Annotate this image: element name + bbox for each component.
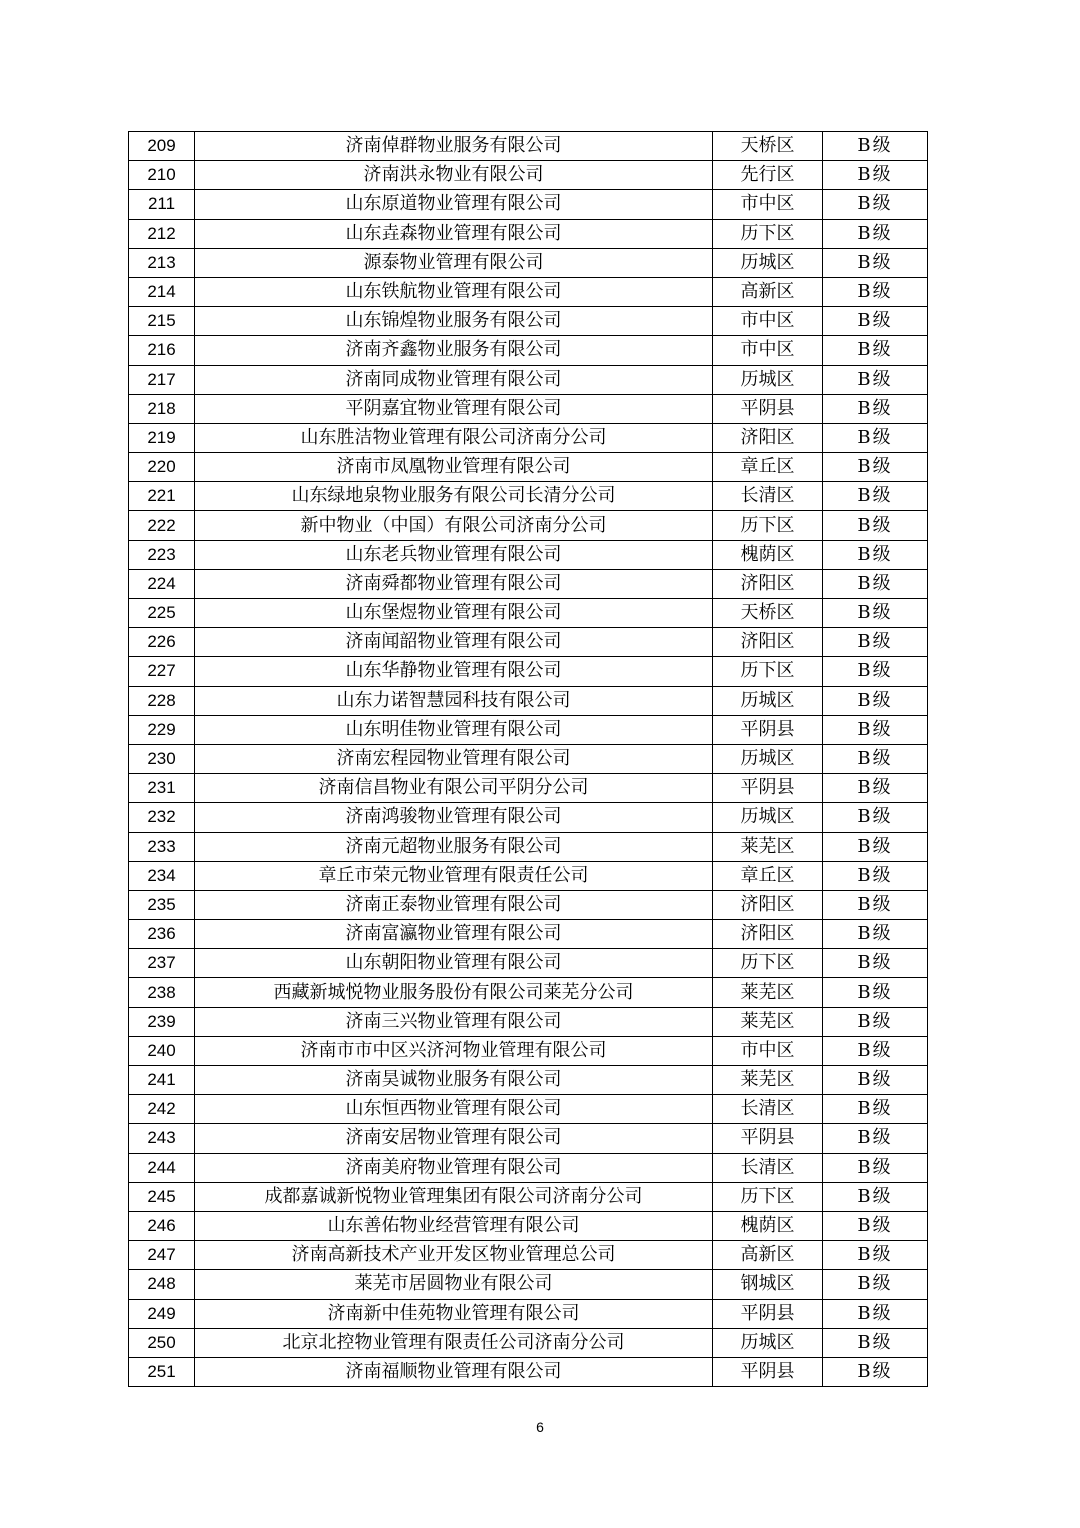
row-number: 249: [129, 1299, 195, 1328]
company-name: 山东锦煌物业服务有限公司: [195, 307, 713, 336]
grade: B级: [823, 1241, 928, 1270]
district: 高新区: [713, 1241, 823, 1270]
grade: B级: [823, 277, 928, 306]
table-row: [129, 569, 928, 598]
company-name: 山东绿地泉物业服务有限公司长清分公司: [195, 482, 713, 511]
company-name: 济南洪永物业有限公司: [195, 161, 713, 190]
grade: B级: [823, 1066, 928, 1095]
district: 济阳区: [713, 569, 823, 598]
row-number: 224: [129, 569, 195, 598]
table-row: [129, 1241, 928, 1270]
page-number: 6: [536, 1419, 544, 1435]
row-number: 223: [129, 540, 195, 569]
row-number: 231: [129, 774, 195, 803]
district: 先行区: [713, 161, 823, 190]
row-number: 225: [129, 599, 195, 628]
table-row: [129, 1211, 928, 1240]
table-row: [129, 861, 928, 890]
row-number: 250: [129, 1328, 195, 1357]
company-name: 山东恒西物业管理有限公司: [195, 1095, 713, 1124]
row-number: 244: [129, 1153, 195, 1182]
company-name: 成都嘉诚新悦物业管理集团有限公司济南分公司: [195, 1182, 713, 1211]
company-name: 济南高新技术产业开发区物业管理总公司: [195, 1241, 713, 1270]
district: 长清区: [713, 1095, 823, 1124]
district: 平阴县: [713, 774, 823, 803]
grade: B级: [823, 1299, 928, 1328]
company-name: 济南信昌物业有限公司平阴分公司: [195, 774, 713, 803]
row-number: 212: [129, 219, 195, 248]
company-name: 济南齐鑫物业服务有限公司: [195, 336, 713, 365]
grade: B级: [823, 453, 928, 482]
company-name: 山东朝阳物业管理有限公司: [195, 949, 713, 978]
table-row: [129, 1270, 928, 1299]
row-number: 245: [129, 1182, 195, 1211]
grade: B级: [823, 132, 928, 161]
row-number: 237: [129, 949, 195, 978]
grade: B级: [823, 803, 928, 832]
row-number: 251: [129, 1357, 195, 1386]
grade: B级: [823, 423, 928, 452]
row-number: 229: [129, 715, 195, 744]
company-name: 济南福顺物业管理有限公司: [195, 1357, 713, 1386]
table-row: [129, 1066, 928, 1095]
district: 莱芜区: [713, 1066, 823, 1095]
table-body: [129, 132, 928, 1387]
table-row: [129, 920, 928, 949]
company-name: 山东垚森物业管理有限公司: [195, 219, 713, 248]
company-name: 济南闻韶物业管理有限公司: [195, 628, 713, 657]
grade: B级: [823, 336, 928, 365]
row-number: 214: [129, 277, 195, 306]
row-number: 218: [129, 394, 195, 423]
district: 济阳区: [713, 920, 823, 949]
grade: B级: [823, 686, 928, 715]
company-name: 山东老兵物业管理有限公司: [195, 540, 713, 569]
row-number: 209: [129, 132, 195, 161]
district: 历城区: [713, 248, 823, 277]
district: 市中区: [713, 1036, 823, 1065]
grade: B级: [823, 365, 928, 394]
grade: B级: [823, 1357, 928, 1386]
table-row: [129, 890, 928, 919]
company-name: 山东善佑物业经营管理有限公司: [195, 1211, 713, 1240]
district: 济阳区: [713, 890, 823, 919]
grade: B级: [823, 1328, 928, 1357]
grade: B级: [823, 657, 928, 686]
district: 历下区: [713, 511, 823, 540]
row-number: 239: [129, 1007, 195, 1036]
company-name: 源泰物业管理有限公司: [195, 248, 713, 277]
row-number: 221: [129, 482, 195, 511]
district: 历下区: [713, 1182, 823, 1211]
grade: B级: [823, 715, 928, 744]
grade: B级: [823, 832, 928, 861]
grade: B级: [823, 1124, 928, 1153]
row-number: 233: [129, 832, 195, 861]
company-name: 山东胜洁物业管理有限公司济南分公司: [195, 423, 713, 452]
grade: B级: [823, 890, 928, 919]
row-number: 219: [129, 423, 195, 452]
district: 平阴县: [713, 1357, 823, 1386]
grade: B级: [823, 920, 928, 949]
district: 市中区: [713, 307, 823, 336]
company-grade-table: [128, 131, 928, 1387]
company-name: 北京北控物业管理有限责任公司济南分公司: [195, 1328, 713, 1357]
district: 济阳区: [713, 423, 823, 452]
table-row: [129, 540, 928, 569]
company-name: 山东堡煜物业管理有限公司: [195, 599, 713, 628]
district: 市中区: [713, 336, 823, 365]
table-row: [129, 657, 928, 686]
table-row: [129, 949, 928, 978]
company-name: 济南市凤凰物业管理有限公司: [195, 453, 713, 482]
table-row: [129, 803, 928, 832]
grade: B级: [823, 394, 928, 423]
district: 长清区: [713, 482, 823, 511]
table-row: [129, 686, 928, 715]
company-name: 济南新中佳苑物业管理有限公司: [195, 1299, 713, 1328]
grade: B级: [823, 1036, 928, 1065]
grade: B级: [823, 744, 928, 773]
row-number: 228: [129, 686, 195, 715]
grade: B级: [823, 861, 928, 890]
company-name: 济南鸿骏物业管理有限公司: [195, 803, 713, 832]
grade: B级: [823, 628, 928, 657]
row-number: 243: [129, 1124, 195, 1153]
row-number: 235: [129, 890, 195, 919]
table-row: [129, 248, 928, 277]
company-name: 山东华静物业管理有限公司: [195, 657, 713, 686]
grade: B级: [823, 569, 928, 598]
grade: B级: [823, 482, 928, 511]
row-number: 232: [129, 803, 195, 832]
row-number: 220: [129, 453, 195, 482]
company-name: 济南宏程园物业管理有限公司: [195, 744, 713, 773]
row-number: 242: [129, 1095, 195, 1124]
table-row: [129, 1007, 928, 1036]
company-name: 济南市市中区兴济河物业管理有限公司: [195, 1036, 713, 1065]
row-number: 215: [129, 307, 195, 336]
table-row: [129, 336, 928, 365]
grade: B级: [823, 248, 928, 277]
row-number: 211: [129, 190, 195, 219]
district: 高新区: [713, 277, 823, 306]
company-name: 济南舜都物业管理有限公司: [195, 569, 713, 598]
company-name: 济南倬群物业服务有限公司: [195, 132, 713, 161]
company-name: 济南富瀛物业管理有限公司: [195, 920, 713, 949]
company-name: 济南同成物业管理有限公司: [195, 365, 713, 394]
district: 历下区: [713, 949, 823, 978]
district: 天桥区: [713, 132, 823, 161]
grade: B级: [823, 774, 928, 803]
row-number: 236: [129, 920, 195, 949]
table-row: [129, 1153, 928, 1182]
table-row: [129, 161, 928, 190]
district: 市中区: [713, 190, 823, 219]
district: 历城区: [713, 803, 823, 832]
table-row: [129, 511, 928, 540]
company-name: 山东力诺智慧园科技有限公司: [195, 686, 713, 715]
grade: B级: [823, 599, 928, 628]
district: 莱芜区: [713, 832, 823, 861]
table-row: [129, 1299, 928, 1328]
grade: B级: [823, 219, 928, 248]
grade: B级: [823, 511, 928, 540]
row-number: 240: [129, 1036, 195, 1065]
company-name: 新中物业（中国）有限公司济南分公司: [195, 511, 713, 540]
table-row: [129, 1124, 928, 1153]
row-number: 227: [129, 657, 195, 686]
district: 济阳区: [713, 628, 823, 657]
district: 历城区: [713, 686, 823, 715]
grade: B级: [823, 190, 928, 219]
district: 莱芜区: [713, 978, 823, 1007]
district: 槐荫区: [713, 1211, 823, 1240]
company-name: 西藏新城悦物业服务股份有限公司莱芜分公司: [195, 978, 713, 1007]
table-row: [129, 628, 928, 657]
district: 平阴县: [713, 715, 823, 744]
district: 长清区: [713, 1153, 823, 1182]
grade: B级: [823, 1270, 928, 1299]
district: 历城区: [713, 365, 823, 394]
table-row: [129, 453, 928, 482]
table-row: [129, 1357, 928, 1386]
row-number: 238: [129, 978, 195, 1007]
row-number: 217: [129, 365, 195, 394]
district: 章丘区: [713, 861, 823, 890]
company-name: 济南昊诚物业服务有限公司: [195, 1066, 713, 1095]
district: 章丘区: [713, 453, 823, 482]
grade: B级: [823, 1153, 928, 1182]
district: 平阴县: [713, 394, 823, 423]
district: 钢城区: [713, 1270, 823, 1299]
district: 历下区: [713, 657, 823, 686]
company-name: 山东明佳物业管理有限公司: [195, 715, 713, 744]
district: 平阴县: [713, 1124, 823, 1153]
district: 莱芜区: [713, 1007, 823, 1036]
row-number: 248: [129, 1270, 195, 1299]
company-name: 济南正泰物业管理有限公司: [195, 890, 713, 919]
company-name: 莱芜市居圆物业有限公司: [195, 1270, 713, 1299]
grade: B级: [823, 540, 928, 569]
grade: B级: [823, 1007, 928, 1036]
grade: B级: [823, 307, 928, 336]
row-number: 213: [129, 248, 195, 277]
table-row: [129, 307, 928, 336]
table-row: [129, 832, 928, 861]
row-number: 247: [129, 1241, 195, 1270]
company-name: 平阴嘉宜物业管理有限公司: [195, 394, 713, 423]
table-row: [129, 394, 928, 423]
table-row: [129, 219, 928, 248]
company-name: 山东原道物业管理有限公司: [195, 190, 713, 219]
district: 历城区: [713, 744, 823, 773]
table-row: [129, 277, 928, 306]
district: 天桥区: [713, 599, 823, 628]
row-number: 241: [129, 1066, 195, 1095]
table-row: [129, 1036, 928, 1065]
grade: B级: [823, 1095, 928, 1124]
row-number: 246: [129, 1211, 195, 1240]
table-row: [129, 423, 928, 452]
table-row: [129, 1182, 928, 1211]
grade: B级: [823, 978, 928, 1007]
row-number: 234: [129, 861, 195, 890]
company-name: 章丘市荣元物业管理有限责任公司: [195, 861, 713, 890]
row-number: 222: [129, 511, 195, 540]
company-name: 济南元超物业服务有限公司: [195, 832, 713, 861]
table-row: [129, 715, 928, 744]
table-row: [129, 774, 928, 803]
table-row: [129, 1095, 928, 1124]
table-row: [129, 482, 928, 511]
grade: B级: [823, 1211, 928, 1240]
grade: B级: [823, 949, 928, 978]
company-name: 济南安居物业管理有限公司: [195, 1124, 713, 1153]
row-number: 226: [129, 628, 195, 657]
company-name: 济南三兴物业管理有限公司: [195, 1007, 713, 1036]
table-row: [129, 365, 928, 394]
district: 历城区: [713, 1328, 823, 1357]
row-number: 210: [129, 161, 195, 190]
company-name: 济南美府物业管理有限公司: [195, 1153, 713, 1182]
district: 历下区: [713, 219, 823, 248]
company-name: 山东铁航物业管理有限公司: [195, 277, 713, 306]
row-number: 230: [129, 744, 195, 773]
district: 平阴县: [713, 1299, 823, 1328]
table-row: [129, 1328, 928, 1357]
table-row: [129, 744, 928, 773]
row-number: 216: [129, 336, 195, 365]
table-row: [129, 132, 928, 161]
table-row: [129, 599, 928, 628]
table-row: [129, 190, 928, 219]
district: 槐荫区: [713, 540, 823, 569]
table-row: [129, 978, 928, 1007]
grade: B级: [823, 161, 928, 190]
grade: B级: [823, 1182, 928, 1211]
